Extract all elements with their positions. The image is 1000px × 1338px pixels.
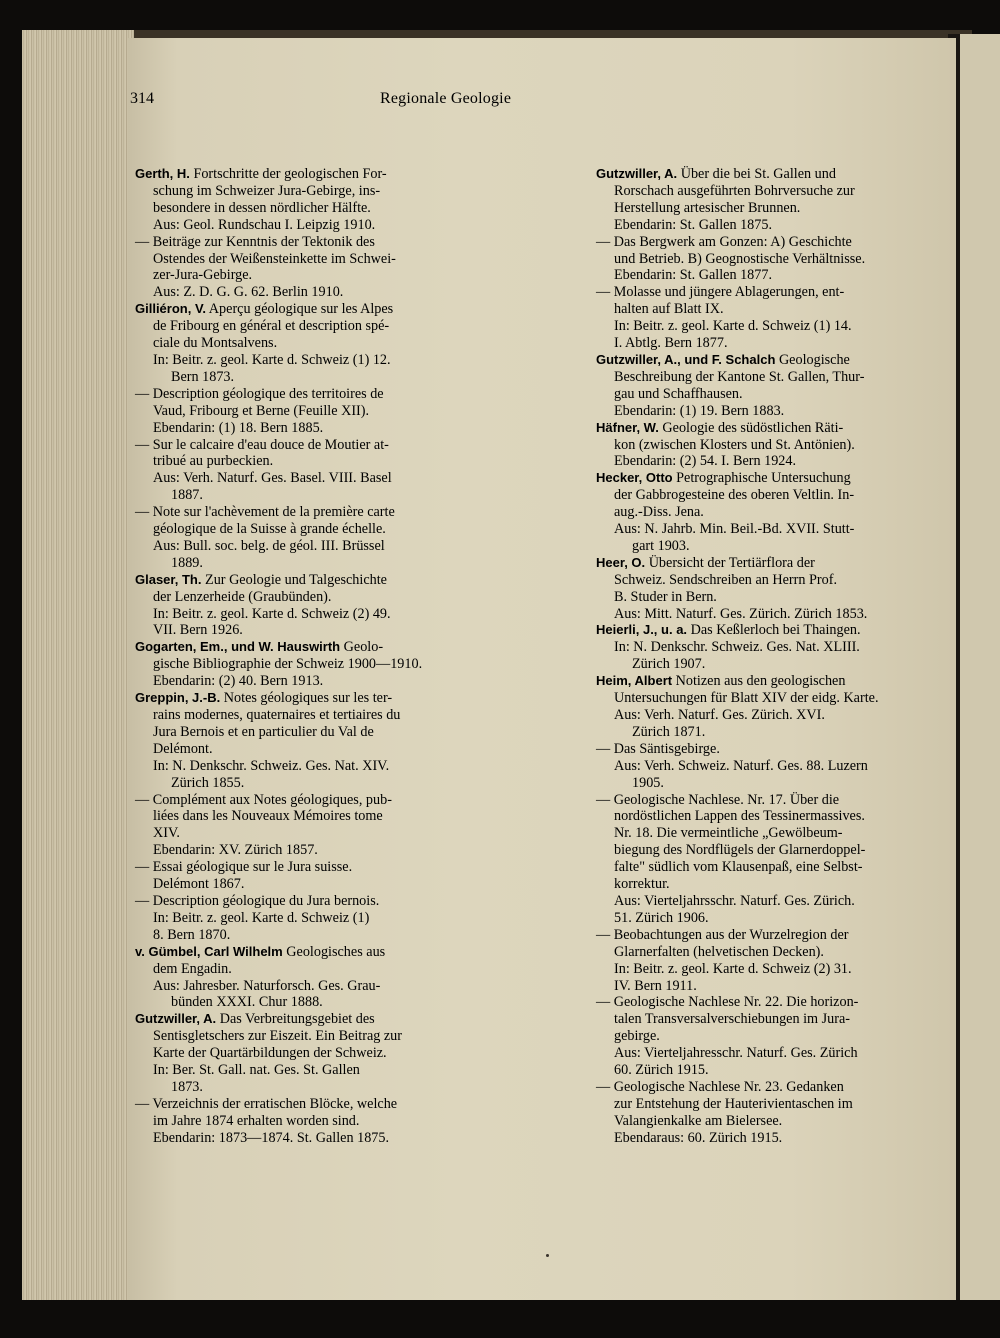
entry-line	[135, 420, 576, 437]
entry-text: 1887.	[171, 487, 203, 504]
entry-line	[135, 690, 576, 707]
bibliography-entry	[135, 166, 576, 234]
entry-text: — Description géologique des territoires de	[135, 385, 384, 402]
page-number: 314	[130, 90, 154, 107]
entry-line	[135, 1045, 576, 1062]
entry-line	[135, 961, 576, 978]
entry-line	[596, 217, 909, 234]
entry-line	[135, 234, 576, 251]
entry-line	[135, 251, 576, 268]
entry-line	[135, 673, 576, 690]
entry-text: 1873.	[171, 1078, 203, 1095]
entry-text: In: N. Denkschr. Schweiz. Ges. Nat. XIV.	[153, 757, 390, 774]
bibliography-entry	[596, 673, 909, 741]
entry-line	[135, 301, 576, 318]
entry-text: Übersicht der Tertiärflora der	[645, 554, 815, 571]
entry-text: Nr. 18. Die vermeintliche „Gewölbeum-	[614, 825, 843, 842]
entry-line	[135, 470, 576, 487]
entry-line	[596, 1028, 909, 1045]
entry-text: falte" südlich vom Klausenpaß, eine Selbst-	[614, 859, 863, 876]
entry-line	[135, 656, 576, 673]
entry-line	[135, 1028, 576, 1045]
entry-text: Aperçu géologique sur les Alpes	[206, 301, 394, 318]
bibliography-entry	[135, 437, 576, 505]
entry-text: I. Abtlg. Bern 1877.	[614, 335, 728, 352]
entry-line	[596, 792, 909, 809]
bibliography-entry	[135, 1096, 576, 1147]
entry-line	[596, 183, 909, 200]
entry-line	[596, 200, 909, 217]
entry-text: Valangienkalke am Bielersee.	[614, 1112, 783, 1129]
entry-line	[596, 487, 909, 504]
entry-line	[135, 792, 576, 809]
entry-text: In: Beitr. z. geol. Karte d. Schweiz (1) 14.	[614, 318, 852, 335]
entry-line	[135, 555, 576, 572]
entry-line	[135, 403, 576, 420]
entry-line	[596, 876, 909, 893]
entry-text: Ebendarin: (1) 19. Bern 1883.	[614, 402, 785, 419]
entry-text: Geologisches aus	[282, 943, 386, 960]
entry-text: Das Keßlerloch bei Thaingen.	[687, 622, 861, 639]
entry-line	[596, 437, 909, 454]
entry-line	[596, 318, 909, 335]
entry-text: Notes géologiques sur les ter-	[220, 690, 393, 707]
entry-text: Fortschritte der geologischen For-	[189, 166, 387, 182]
entry-text: gau und Schaffhausen.	[614, 385, 743, 402]
entry-line	[596, 572, 909, 589]
entry-text: kon (zwischen Klosters und St. Antönien).	[614, 436, 855, 453]
entry-text: 8. Bern 1870.	[153, 926, 231, 943]
entry-line	[135, 927, 576, 944]
entry-line	[596, 944, 909, 961]
entry-line	[596, 504, 909, 521]
entry-line	[596, 538, 909, 555]
entry-line	[135, 741, 576, 758]
entry-text: Ostendes der Weißensteinkette im Schwei-	[153, 250, 396, 267]
bibliography-entry	[135, 792, 576, 860]
bibliography-entry	[596, 284, 909, 352]
entry-text: — Geologische Nachlese Nr. 22. Die horizon-	[596, 994, 859, 1011]
entry-line	[135, 386, 576, 403]
entry-line	[596, 927, 909, 944]
entry-text: B. Studer in Bern.	[614, 588, 717, 605]
entry-author: Gutzwiller, A.	[596, 166, 678, 181]
entry-text: besondere in dessen nördlicher Hälfte.	[153, 199, 371, 216]
entry-line	[135, 200, 576, 217]
entry-text: 1905.	[632, 774, 664, 791]
entry-line	[596, 690, 909, 707]
entry-text: bünden XXXI. Chur 1888.	[171, 994, 323, 1011]
entry-text: Geologie des südöstlichen Räti-	[658, 419, 844, 436]
entry-text: Geolo-	[340, 639, 384, 656]
entry-line	[135, 775, 576, 792]
entry-text: Ebendarin: St. Gallen 1875.	[614, 216, 773, 233]
entry-text: Ebendaraus: 60. Zürich 1915.	[614, 1129, 783, 1146]
entry-line	[596, 453, 909, 470]
entry-text: IV. Bern 1911.	[614, 977, 697, 994]
entry-line	[596, 741, 909, 758]
entry-text: — Geologische Nachlese Nr. 23. Gedanken	[596, 1078, 844, 1095]
bibliography-entry	[135, 893, 576, 944]
entry-author: Gerth, H.	[135, 166, 190, 181]
entry-line	[596, 606, 909, 623]
entry-text: korrektur.	[614, 876, 670, 893]
entry-text: In: Ber. St. Gall. nat. Ges. St. Gallen	[153, 1062, 360, 1079]
entry-author: Gutzwiller, A., und F. Schalch	[596, 351, 776, 367]
bibliography-entry	[135, 234, 576, 302]
entry-line	[596, 758, 909, 775]
entry-line	[135, 284, 576, 301]
entry-line	[596, 639, 909, 656]
entry-line	[135, 808, 576, 825]
entry-text: liées dans les Nouveaux Mémoires tome	[153, 808, 383, 825]
entry-text: de Fribourg en général et description spé-	[153, 318, 390, 335]
entry-text: Bern 1873.	[171, 368, 235, 385]
entry-text: — Verzeichnis der erratischen Blöcke, welche	[135, 1095, 398, 1112]
entry-text: aug.-Diss. Jena.	[614, 504, 704, 521]
entry-text: talen Transversalverschiebungen im Jura-	[614, 1011, 851, 1028]
entry-line	[135, 166, 576, 183]
entry-line	[596, 420, 909, 437]
entry-text: zer-Jura-Gebirge.	[153, 267, 253, 284]
entry-line	[596, 622, 909, 639]
entry-text: gart 1903.	[632, 537, 690, 554]
bibliography-entry	[135, 639, 576, 690]
entry-line	[596, 1011, 909, 1028]
entry-line	[596, 656, 909, 673]
entry-text: Ebendarin: St. Gallen 1877.	[614, 267, 773, 284]
entry-text: im Jahre 1874 erhalten worden sind.	[153, 1112, 360, 1129]
entry-author: Gilliéron, V.	[135, 301, 207, 317]
entry-text: Aus: Mitt. Naturf. Ges. Zürich. Zürich 1853.	[614, 605, 868, 622]
entry-text: In: N. Denkschr. Schweiz. Ges. Nat. XLIII.	[614, 639, 860, 656]
entry-line	[596, 1130, 909, 1147]
entry-text: Notizen aus den geologischen	[672, 673, 846, 690]
entry-text: Aus: Jahresber. Naturforsch. Ges. Grau-	[153, 977, 381, 994]
entry-line	[135, 1130, 576, 1147]
entry-text: Aus: Z. D. G. G. 62. Berlin 1910.	[153, 284, 344, 301]
entry-text: Über die bei St. Gallen und	[677, 166, 836, 182]
entry-line	[135, 944, 576, 961]
entry-text: Rorschach ausgeführten Bohrversuche zur	[614, 182, 855, 199]
entry-text: 60. Zürich 1915.	[614, 1062, 709, 1079]
entry-text: — Das Säntisgebirge.	[596, 740, 720, 757]
bibliography-entry	[135, 386, 576, 437]
entry-line	[596, 470, 909, 487]
entry-line	[135, 876, 576, 893]
entry-line	[135, 453, 576, 470]
entry-text: — Das Bergwerk am Gonzen: A) Geschichte	[596, 233, 852, 250]
entry-text: — Complément aux Notes géologiques, pub-	[135, 791, 392, 808]
entry-line	[135, 504, 576, 521]
entry-text: Ebendarin: 1873—1874. St. Gallen 1875.	[153, 1129, 390, 1146]
entry-line	[596, 301, 909, 318]
entry-line	[596, 859, 909, 876]
entry-text: Vaud, Fribourg et Berne (Feuille XII).	[153, 402, 370, 419]
entry-text: Petrographische Untersuchung	[672, 470, 851, 487]
entry-line	[596, 284, 909, 301]
entry-text: der Gabbrogesteine des oberen Veltlin. In-	[614, 487, 855, 504]
entry-line	[135, 1079, 576, 1096]
entry-author: Greppin, J.-B.	[135, 690, 221, 706]
entry-line	[135, 859, 576, 876]
entry-text: — Molasse und jüngere Ablagerungen, ent-	[596, 284, 845, 301]
entry-line	[135, 487, 576, 504]
bibliography-entry	[596, 234, 909, 285]
entry-line	[135, 893, 576, 910]
entry-text: Aus: Geol. Rundschau I. Leipzig 1910.	[153, 216, 376, 233]
entry-line	[135, 1062, 576, 1079]
entry-text: Karte der Quartärbildungen der Schweiz.	[153, 1045, 387, 1062]
right-column	[596, 166, 909, 1147]
bibliography-entry	[135, 1011, 576, 1096]
page-edges	[22, 30, 134, 1300]
entry-text: zur Entstehung der Hauterivientaschen im	[614, 1095, 853, 1112]
entry-text: nordöstlichen Lappen des Tessinermassives.	[614, 808, 865, 825]
entry-text: In: Beitr. z. geol. Karte d. Schweiz (2) 49.	[153, 605, 391, 622]
entry-line	[596, 352, 909, 369]
entry-text: Untersuchungen für Blatt XIV der eidg. Karte.	[614, 690, 879, 707]
entry-author: Gogarten, Em., und W. Hauswirth	[135, 639, 341, 655]
bibliography-entry	[596, 555, 909, 623]
entry-text: und Betrieb. B) Geognostische Verhältnisse.	[614, 250, 866, 267]
entry-text: Delémont.	[153, 740, 213, 757]
entry-text: der Lenzerheide (Graubünden).	[153, 588, 332, 605]
entry-line	[135, 572, 576, 589]
entry-text: — Note sur l'achèvement de la première carte	[135, 504, 395, 521]
entry-line	[596, 267, 909, 284]
entry-line	[596, 234, 909, 251]
entry-text: — Beiträge zur Kenntnis der Tektonik des	[135, 233, 375, 250]
entry-line	[135, 267, 576, 284]
entry-line	[135, 183, 576, 200]
entry-text: Aus: Verh. Schweiz. Naturf. Ges. 88. Luzern	[614, 757, 868, 774]
entry-text: Aus: Vierteljahrsschr. Naturf. Ges. Zürich.	[614, 892, 855, 909]
bibliography-entry	[135, 572, 576, 640]
entry-text: Zur Geologie und Talgeschichte	[201, 571, 387, 588]
entry-line	[135, 217, 576, 234]
entry-line	[596, 825, 909, 842]
entry-author: Heer, O.	[596, 554, 646, 570]
entry-line	[135, 724, 576, 741]
left-column	[135, 166, 576, 1147]
facing-page-edge	[960, 34, 1000, 1300]
entry-line	[135, 825, 576, 842]
entry-line	[596, 166, 909, 183]
entry-author: Heierli, J., u. a.	[596, 622, 688, 638]
entry-line	[596, 555, 909, 572]
entry-text: Beschreibung der Kantone St. Gallen, Thur-	[614, 368, 865, 385]
entry-text: Zürich 1907.	[632, 656, 706, 673]
entry-line	[596, 369, 909, 386]
entry-author: Gutzwiller, A.	[135, 1011, 217, 1027]
entry-text: Schweiz. Sendschreiben an Herrn Prof.	[614, 571, 837, 588]
bibliography-entry	[596, 352, 909, 420]
entry-line	[596, 403, 909, 420]
entry-text: In: Beitr. z. geol. Karte d. Schweiz (2) 31.	[614, 960, 852, 977]
entry-text: XIV.	[153, 825, 180, 842]
entry-line	[135, 639, 576, 656]
running-title: Regionale Geologie	[380, 90, 512, 107]
entry-line	[135, 1113, 576, 1130]
entry-text: In: Beitr. z. geol. Karte d. Schweiz (1)	[153, 909, 370, 926]
entry-text: Ebendarin: XV. Zürich 1857.	[153, 842, 318, 859]
bibliography-entry	[135, 859, 576, 893]
entry-author: Heim, Albert	[596, 673, 673, 689]
entry-text: Ebendarin: (2) 54. I. Bern 1924.	[614, 453, 797, 470]
entry-line	[596, 961, 909, 978]
entry-text: rains modernes, quaternaires et tertiaires du	[153, 707, 401, 723]
bibliography-entry	[596, 1079, 909, 1147]
entry-author: v. Gümbel, Carl Wilhelm	[135, 943, 283, 959]
entry-text: In: Beitr. z. geol. Karte d. Schweiz (1) 12.	[153, 351, 391, 368]
entry-line	[596, 1062, 909, 1079]
entry-text: 51. Zürich 1906.	[614, 909, 709, 926]
bibliography-entry	[135, 690, 576, 791]
bibliography-entry	[596, 622, 909, 673]
entry-author: Glaser, Th.	[135, 571, 202, 587]
entry-line	[135, 335, 576, 352]
entry-text: — Essai géologique sur le Jura suisse.	[135, 859, 353, 876]
entry-line	[135, 994, 576, 1011]
entry-line	[135, 369, 576, 386]
bibliography-entry	[135, 504, 576, 572]
entry-line	[596, 673, 909, 690]
entry-line	[596, 724, 909, 741]
entry-line	[135, 521, 576, 538]
entry-text: Ebendarin: (1) 18. Bern 1885.	[153, 419, 324, 436]
entry-line	[135, 622, 576, 639]
entry-text: Aus: Vierteljahresschr. Naturf. Ges. Zürich	[614, 1045, 858, 1062]
entry-text: schung im Schweizer Jura-Gebirge, ins-	[153, 182, 381, 199]
entry-text: Zürich 1855.	[171, 774, 245, 791]
entry-line	[135, 707, 576, 724]
entry-text: — Sur le calcaire d'eau douce de Moutier at-	[135, 436, 389, 453]
entry-text: — Description géologique du Jura bernois.	[135, 892, 380, 909]
entry-line	[135, 318, 576, 335]
entry-line	[596, 842, 909, 859]
entry-text: Sentisgletschers zur Eiszeit. Ein Beitrag zur	[153, 1028, 402, 1045]
bibliography-entry	[596, 994, 909, 1079]
entry-text: dem Engadin.	[153, 960, 232, 977]
entry-line	[596, 893, 909, 910]
entry-text: Delémont 1867.	[153, 876, 245, 893]
bibliography-entry	[596, 420, 909, 471]
entry-text: VII. Bern 1926.	[153, 622, 243, 639]
entry-text: — Geologische Nachlese. Nr. 17. Über die	[596, 791, 840, 808]
entry-line	[135, 910, 576, 927]
entry-line	[135, 842, 576, 859]
entry-line	[135, 978, 576, 995]
entry-text: ciale du Montsalvens.	[153, 335, 278, 352]
entry-text: biegung des Nordflügels der Glarnerdoppel-	[614, 842, 866, 859]
paper-speck	[546, 1254, 549, 1257]
bibliography-entry	[596, 741, 909, 792]
entry-text: Aus: Verh. Naturf. Ges. Basel. VIII. Basel	[153, 470, 392, 487]
entry-text: Aus: N. Jahrb. Min. Beil.-Bd. XVII. Stutt-	[614, 521, 855, 538]
entry-line	[135, 437, 576, 454]
entry-text: Geologische	[775, 351, 850, 368]
entry-author: Hecker, Otto	[596, 470, 673, 486]
entry-line	[596, 808, 909, 825]
entry-line	[596, 978, 909, 995]
entry-line	[596, 335, 909, 352]
entry-text: halten auf Blatt IX.	[614, 301, 724, 318]
entry-text: Ebendarin: (2) 40. Bern 1913.	[153, 673, 324, 690]
entry-text: Herstellung artesischer Brunnen.	[614, 199, 801, 216]
entry-line	[596, 910, 909, 927]
entry-text: tribué au purbeckien.	[153, 453, 274, 470]
page-header	[130, 90, 690, 120]
entry-author: Häfner, W.	[596, 419, 659, 435]
entry-text: Glarnerfalten (helvetischen Decken).	[614, 943, 824, 960]
bibliography-entry	[596, 792, 909, 927]
entry-text: — Beobachtungen aus der Wurzelregion der	[596, 926, 849, 943]
entry-line	[135, 606, 576, 623]
entry-line	[596, 521, 909, 538]
entry-text: Das Verbreitungsgebiet des	[216, 1011, 375, 1028]
bibliography-entry	[135, 301, 576, 386]
entry-line	[596, 589, 909, 606]
bibliography-entry	[596, 927, 909, 995]
entry-line	[135, 589, 576, 606]
entry-line	[596, 1096, 909, 1113]
entry-line	[135, 758, 576, 775]
entry-text: 1889.	[171, 554, 203, 571]
entry-line	[596, 1113, 909, 1130]
entry-line	[596, 994, 909, 1011]
entry-line	[596, 1045, 909, 1062]
bibliography-entry	[596, 166, 909, 234]
entry-line	[596, 707, 909, 724]
entry-text: Zürich 1871.	[632, 723, 706, 740]
entry-text: Aus: Bull. soc. belg. de géol. III. Brüssel	[153, 537, 385, 554]
entry-text: gische Bibliographie der Schweiz 1900—1910.	[153, 656, 423, 673]
entry-line	[596, 386, 909, 403]
entry-line	[135, 352, 576, 369]
entry-text: Aus: Verh. Naturf. Ges. Zürich. XVI.	[614, 707, 825, 723]
entry-text: Jura Bernois et en particulier du Val de	[153, 723, 374, 740]
entry-text: gebirge.	[614, 1028, 660, 1045]
bibliography-entry	[596, 470, 909, 555]
entry-text: géologique de la Suisse à grande échelle.	[153, 521, 386, 538]
entry-line	[596, 775, 909, 792]
bibliography-entry	[135, 944, 576, 1012]
entry-line	[596, 1079, 909, 1096]
entry-line	[135, 538, 576, 555]
entry-line	[596, 251, 909, 268]
entry-line	[135, 1096, 576, 1113]
entry-line	[135, 1011, 576, 1028]
